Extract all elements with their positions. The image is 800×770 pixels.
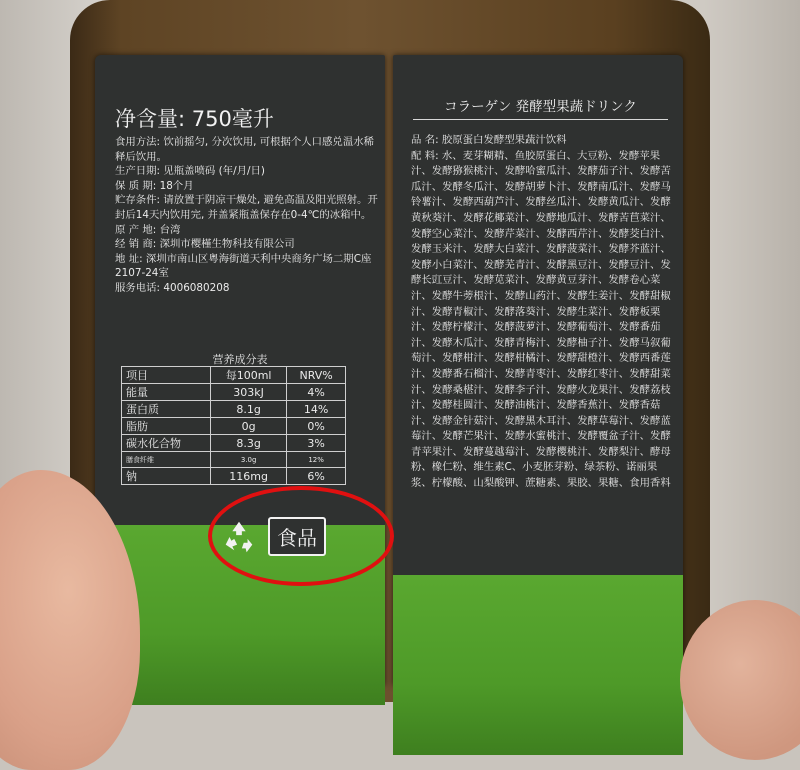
table-header-cell: 每100ml xyxy=(211,367,287,384)
info-line: 地 址: 深圳市南山区粤海街道天利中央商务广场二期C座2107-24室 xyxy=(115,252,372,280)
table-cell: 12% xyxy=(287,452,346,468)
info-line: 保 质 期: 18个月 xyxy=(115,179,194,192)
table-cell: 116mg xyxy=(211,468,287,485)
table-header-cell: 项目 xyxy=(122,367,211,384)
table-cell: 蛋白质 xyxy=(122,401,211,418)
food-mark: 食品 xyxy=(268,517,326,556)
table-header-row xyxy=(122,367,346,384)
table-row xyxy=(122,435,346,452)
table-cell: 14% xyxy=(287,401,346,418)
table-cell: 3% xyxy=(287,435,346,452)
info-line: 经 销 商: 深圳市樱槿生物科技有限公司 xyxy=(115,238,295,251)
table-row xyxy=(122,418,346,435)
table-cell: 脂肪 xyxy=(122,418,211,435)
product-title: コラーゲン 発酵型果蔬ドリンク xyxy=(413,95,668,120)
table-header-cell: NRV% xyxy=(287,367,346,384)
table-cell: 膳食纤维 xyxy=(122,452,211,468)
left-label xyxy=(95,55,385,685)
table-cell: 0% xyxy=(287,418,346,435)
table-cell: 钠 xyxy=(122,468,211,485)
info-line: 生产日期: 见瓶盖喷码 (年/月/日) xyxy=(115,165,265,178)
ingredients-list: 配 料: 水、麦芽糊精、鱼胶原蛋白、大豆粉、发酵苹果汁、发酵猕猴桃汁、发酵哈蜜瓜汁、发酵茄子汁、发酵苦瓜汁、发酵冬瓜汁、发酵胡萝卜汁、发酵南瓜汁、发酵马铃薯汁、发酵西葫芦汁、发酵丝瓜汁、发酵黄瓜汁、发酵黄秋葵汁、发酵花椰菜汁、发酵地瓜汁、发酵苦苣菜汁、发酵空心菜汁、发酵芹菜汁、发酵西芹汁、发酵茭白汁、发酵玉米汁、发酵大白菜汁、发酵菠菜汁、发酵芥蓝汁、发酵小白菜汁、发酵芜青汁、发酵黑豆汁、发酵豆汁、发酵长豇豆汁、发酵苋菜汁、发酵黄豆芽汁、发酵卷心菜汁、发酵牛蒡根汁、发酵山药汁、发酵生姜汁、发酵甜椒汁、发酵青椒汁、发酵落葵汁、发酵生菜汁、发酵板栗汁、发酵柠檬汁、发酵菠萝汁、发酵葡萄汁、发酵番茄汁、发酵木瓜汁、发酵青梅汁、发酵柚子汁、发酵马叙葡萄汁、发酵柑汁、发酵柑橘汁、发酵甜橙汁、发酵西番莲汁、发酵番石榴汁、发酵青枣汁、发酵红枣汁、发酵甜菜汁、发酵桑椹汁、发酵李子汁、发酵火龙果汁、发酵荔枝汁、发酵桂圆汁、发酵油桃汁、发酵香蕉汁、发酵香菇汁、发酵金针菇汁、发酵黑木耳汁、发酵草莓汁、发酵蓝莓汁、发酵芒果汁、发酵水蜜桃汁、发酵覆盆子汁、发酵青苹果汁、发酵蔓越莓汁、发酵樱桃汁、发酵梨汁、酵母粉、橡仁粉、维生素C、小麦胚芽粉、绿茶粉、诺丽果浆、柠檬酸、山梨酸钾、蔗糖素、果胶、果糖、食用香料 xyxy=(411,149,671,490)
table-cell: 0g xyxy=(211,418,287,435)
ingredients-block xyxy=(411,133,673,492)
table-row xyxy=(122,384,346,401)
info-block xyxy=(115,135,380,296)
product-name: 品 名: 胶原蛋白发酵型果蔬汁饮料 xyxy=(411,134,567,146)
info-line: 原 产 地: 台湾 xyxy=(115,223,181,236)
table-cell: 303kJ xyxy=(211,384,287,401)
info-line: 服务电话: 4006080208 xyxy=(115,281,230,294)
table-cell: 8.3g xyxy=(211,435,287,452)
right-label xyxy=(393,55,683,685)
table-cell: 能量 xyxy=(122,384,211,401)
table-cell: 8.1g xyxy=(211,401,287,418)
info-line: 贮存条件: 请放置于阴凉干燥处, 避免高温及阳光照射。开封后14天内饮用完, 并盖紧瓶盖保存在0-4℃的冰箱中。 xyxy=(115,194,378,221)
table-row xyxy=(122,452,346,468)
highlight-circle xyxy=(208,486,394,586)
table-cell: 6% xyxy=(287,468,346,485)
net-content: 净含量: 750毫升 xyxy=(115,107,274,131)
green-band-right xyxy=(393,575,683,755)
table-cell: 碳水化合物 xyxy=(122,435,211,452)
table-row xyxy=(122,468,346,485)
nutrition-title: 营养成分表 xyxy=(212,353,268,366)
table-row xyxy=(122,401,346,418)
nutrition-table xyxy=(121,366,346,485)
info-line: 食用方法: 饮前摇匀, 分次饮用, 可根据个人口感兑温水稀释后饮用。 xyxy=(115,136,374,163)
table-cell: 3.0g xyxy=(211,452,287,468)
table-cell: 4% xyxy=(287,384,346,401)
